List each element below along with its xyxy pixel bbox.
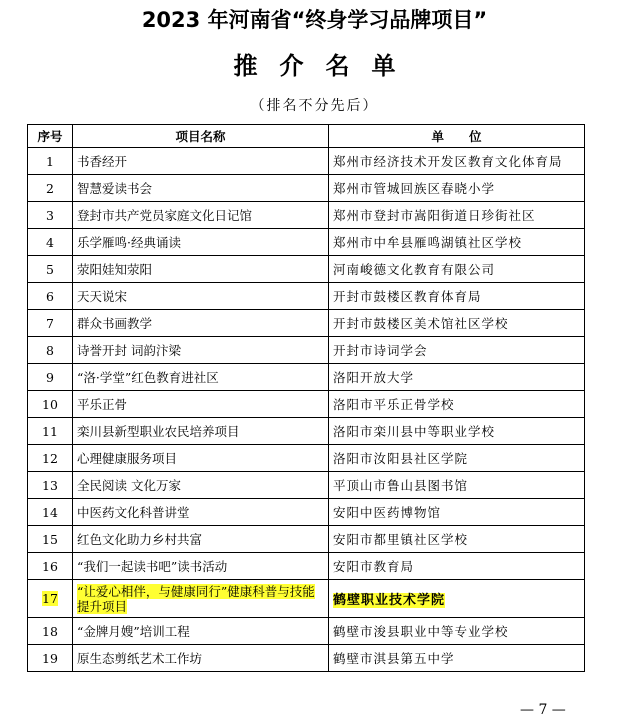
cell-name: 天天说宋 [73, 283, 329, 310]
cell-name: 中医药文化科普讲堂 [73, 499, 329, 526]
cell-unit: 郑州市经济技术开发区教育文化体育局 [329, 148, 585, 175]
cell-unit: 鹤壁市淇县第五中学 [329, 645, 585, 672]
cell-name: 群众书画教学 [73, 310, 329, 337]
cell-name: 原生态剪纸艺术工作坊 [73, 645, 329, 672]
cell-seq: 14 [28, 499, 73, 526]
cell-unit: 河南峻德文化教育有限公司 [329, 256, 585, 283]
cell-seq: 1 [28, 148, 73, 175]
cell-seq: 15 [28, 526, 73, 553]
cell-seq: 13 [28, 472, 73, 499]
table-row [28, 618, 585, 645]
cell-seq: 7 [28, 310, 73, 337]
cell-name: 诗誉开封 词韵汴梁 [73, 337, 329, 364]
cell-unit: 开封市诗词学会 [329, 337, 585, 364]
cell-unit: 鹤壁市浚县职业中等专业学校 [329, 618, 585, 645]
table-row [28, 553, 585, 580]
document-title: 2023 年河南省“终身学习品牌项目” [141, 8, 488, 32]
table-row [28, 391, 585, 418]
cell-name: 乐学雁鸣·经典诵读 [73, 229, 329, 256]
table-row [28, 256, 585, 283]
header-seq: 序号 [28, 125, 73, 148]
table-row [28, 418, 585, 445]
cell-unit: 郑州市中牟县雁鸣湖镇社区学校 [329, 229, 585, 256]
table-row [28, 310, 585, 337]
cell-name: 全民阅读 文化万家 [73, 472, 329, 499]
table-row [28, 337, 585, 364]
cell-seq: 4 [28, 229, 73, 256]
cell-name: 红色文化助力乡村共富 [73, 526, 329, 553]
cell-unit: 郑州市登封市嵩阳街道日珍街社区 [329, 202, 585, 229]
cell-seq [28, 580, 73, 618]
cell-unit: 郑州市管城回族区春晓小学 [329, 175, 585, 202]
cell-seq: 19 [28, 645, 73, 672]
cell-name: “洛·学堂”红色教育进社区 [73, 364, 329, 391]
cell-seq: 11 [28, 418, 73, 445]
cell-unit: 洛阳市汝阳县社区学院 [329, 445, 585, 472]
cell-unit: 洛阳市平乐正骨学校 [329, 391, 585, 418]
document-subtitle: 推介名单 [233, 52, 418, 80]
highlighted-text: 鹤壁职业技术学院 [333, 593, 446, 608]
cell-seq: 6 [28, 283, 73, 310]
cell-unit: 洛阳市栾川县中等职业学校 [329, 418, 585, 445]
cell-seq: 18 [28, 618, 73, 645]
cell-seq: 12 [28, 445, 73, 472]
table-row [28, 445, 585, 472]
cell-name: “金牌月嫂”培训工程 [73, 618, 329, 645]
highlighted-text: 17 [42, 591, 58, 606]
cell-name: “我们一起读书吧”读书活动 [73, 553, 329, 580]
cell-seq: 2 [28, 175, 73, 202]
header-unit: 单 位 [329, 125, 585, 148]
cell-seq: 5 [28, 256, 73, 283]
table-row [28, 364, 585, 391]
cell-seq: 8 [28, 337, 73, 364]
table-row [28, 645, 585, 672]
cell-unit [329, 580, 585, 618]
cell-name: 心理健康服务项目 [73, 445, 329, 472]
table-row [28, 175, 585, 202]
cell-unit: 洛阳开放大学 [329, 364, 585, 391]
table-row [28, 526, 585, 553]
table-header-row [28, 125, 585, 148]
cell-name: 栾川县新型职业农民培养项目 [73, 418, 329, 445]
cell-name: 登封市共产党员家庭文化日记馆 [73, 202, 329, 229]
table-row [28, 472, 585, 499]
table-row [28, 229, 585, 256]
project-table [27, 124, 585, 672]
cell-name: 书香经开 [73, 148, 329, 175]
table-row [28, 148, 585, 175]
table-row [28, 499, 585, 526]
header-name: 项目名称 [73, 125, 329, 148]
cell-unit: 安阳市教育局 [329, 553, 585, 580]
cell-unit: 开封市鼓楼区美术馆社区学校 [329, 310, 585, 337]
cell-name: 智慧爱读书会 [73, 175, 329, 202]
cell-unit: 平顶山市鲁山县图书馆 [329, 472, 585, 499]
cell-seq: 10 [28, 391, 73, 418]
cell-seq: 16 [28, 553, 73, 580]
cell-seq: 9 [28, 364, 73, 391]
cell-name [73, 580, 329, 618]
page-number: — 7 — [520, 702, 566, 718]
cell-name: 平乐正骨 [73, 391, 329, 418]
cell-unit: 安阳市都里镇社区学校 [329, 526, 585, 553]
cell-unit: 安阳中医药博物馆 [329, 499, 585, 526]
cell-unit: 开封市鼓楼区教育体育局 [329, 283, 585, 310]
table-row [28, 580, 585, 618]
table-row [28, 202, 585, 229]
cell-name: 荥阳娃知荥阳 [73, 256, 329, 283]
cell-seq: 3 [28, 202, 73, 229]
highlighted-text: “让爱心相伴，与健康同行”健康科普与技能提升项目 [77, 583, 315, 614]
ranking-note: （排名不分先后） [250, 98, 379, 114]
table-row [28, 283, 585, 310]
